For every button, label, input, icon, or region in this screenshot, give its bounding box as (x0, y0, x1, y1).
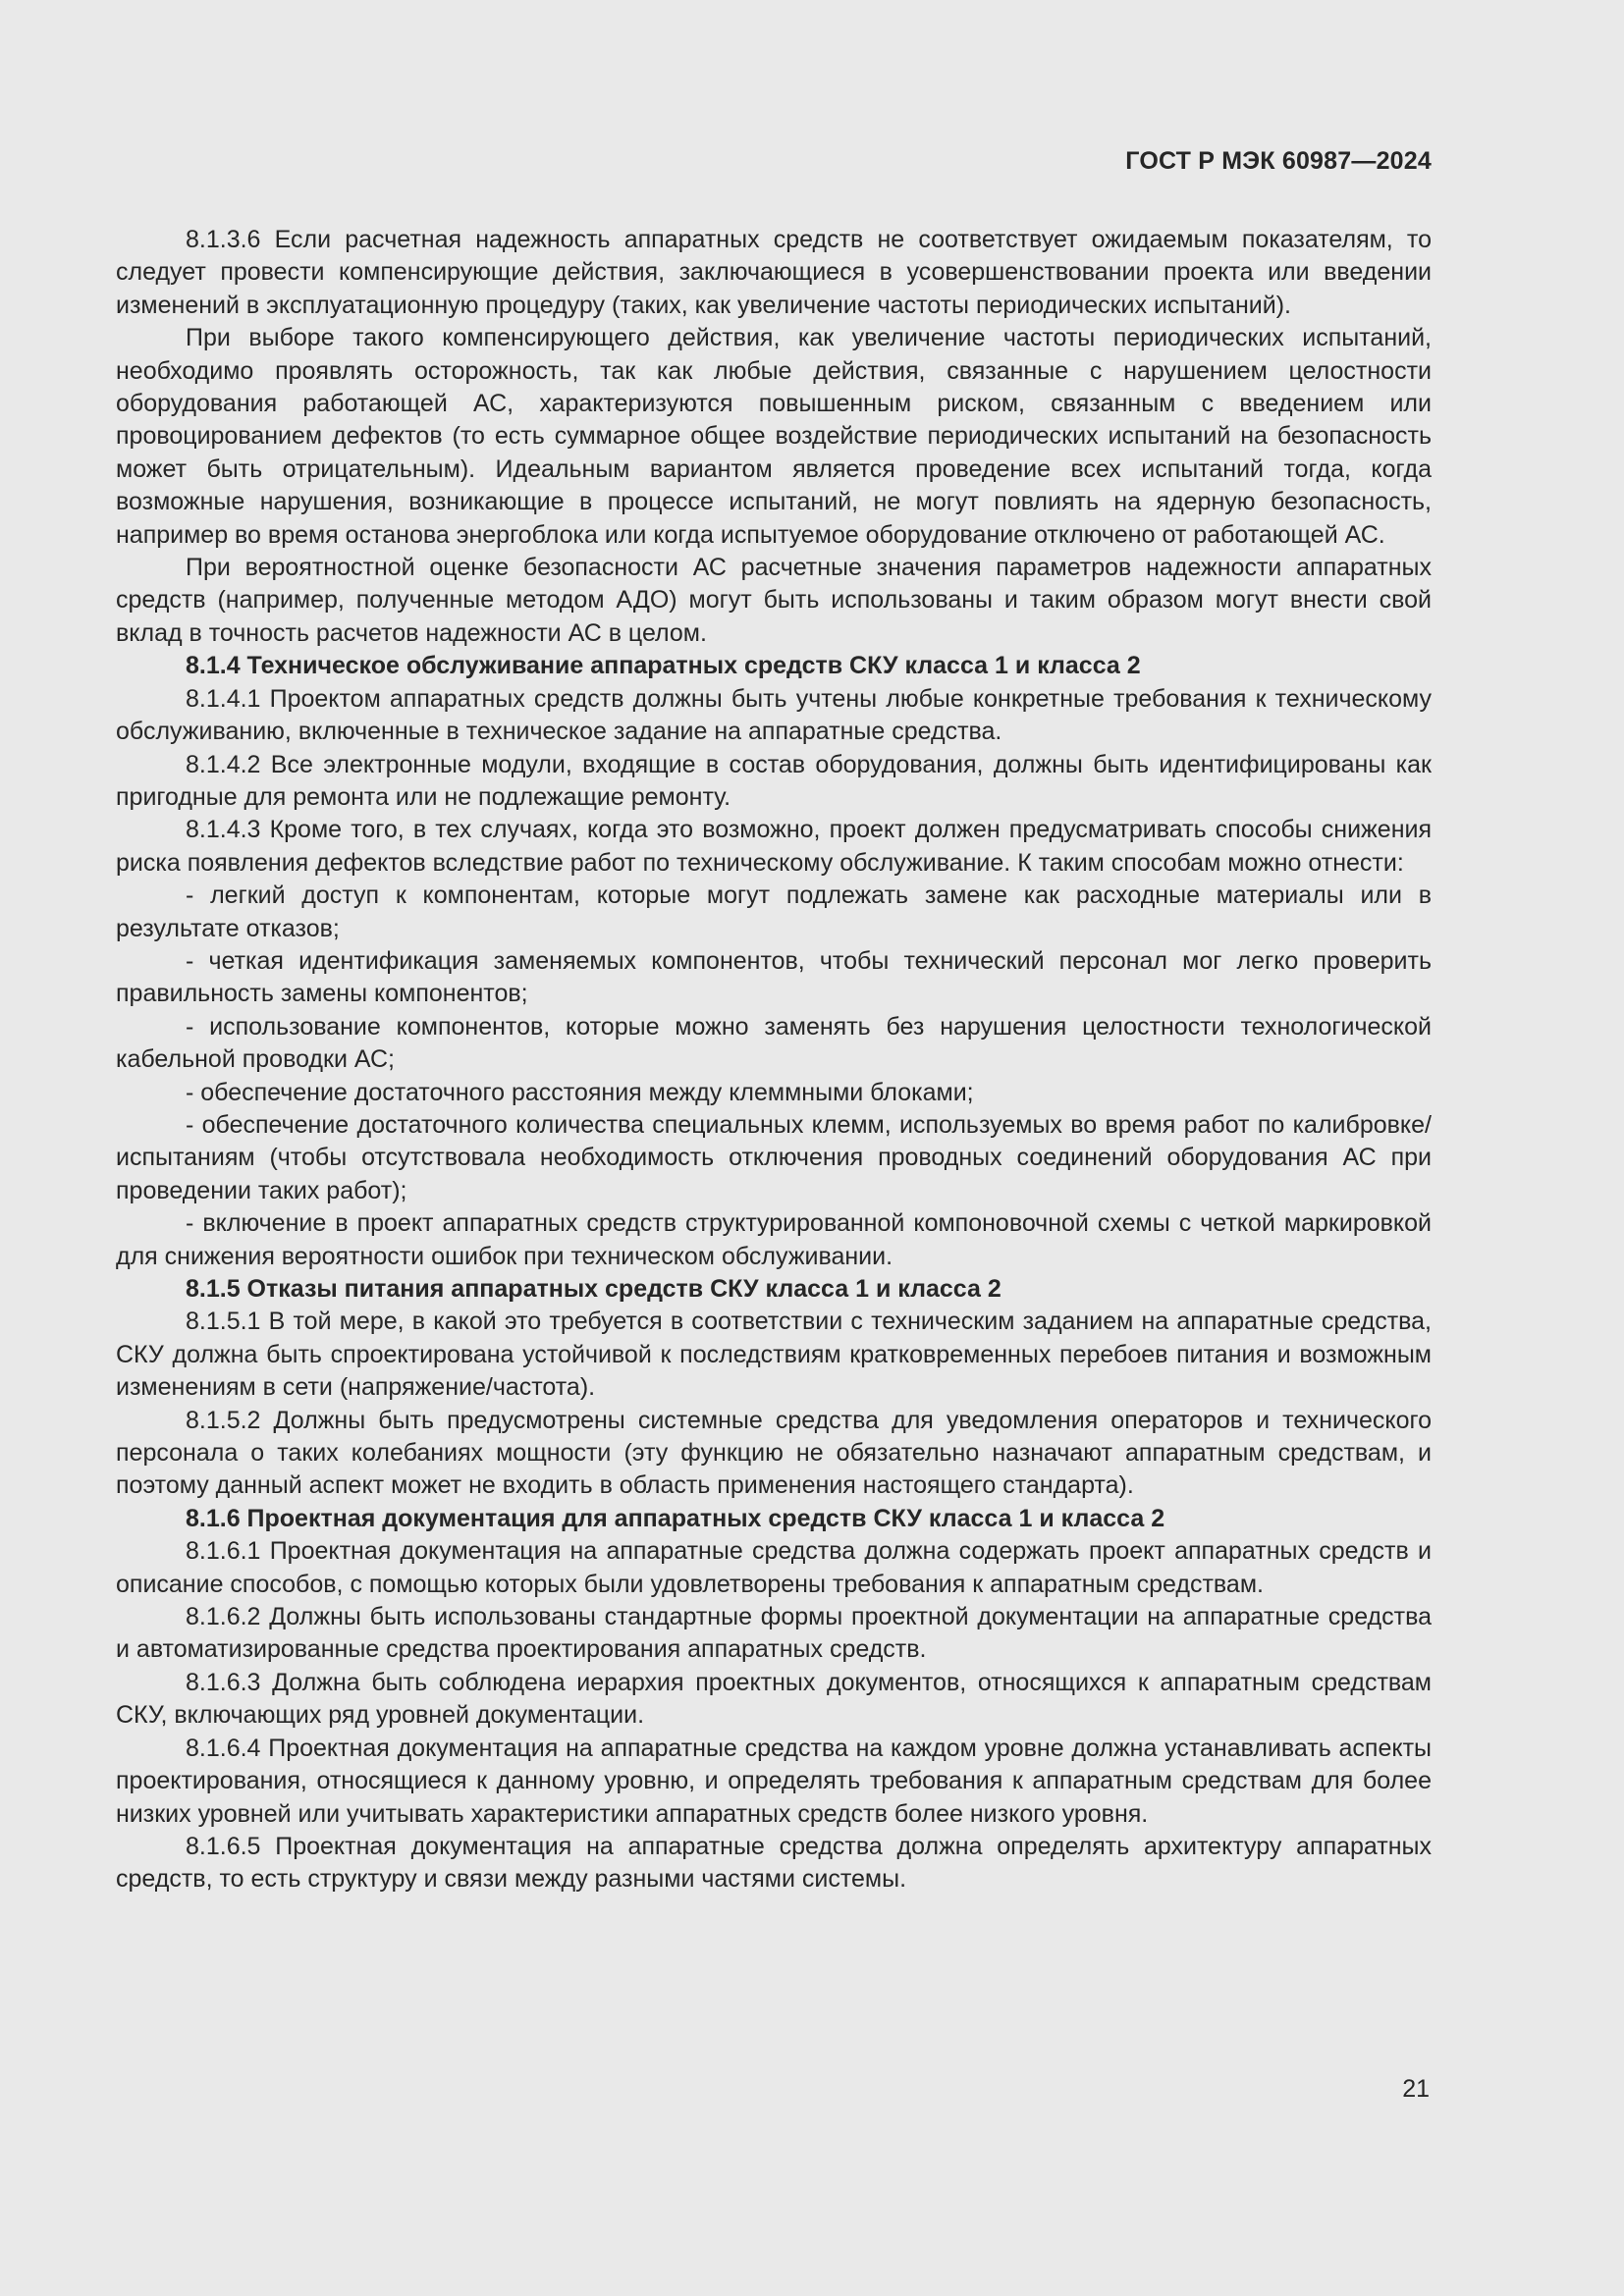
paragraph: 8.1.6.5 Проектная документация на аппаратные средства должна определять архитектуру аппаратных средств, то есть структуру и связи между разными частями системы. (116, 1832, 1432, 1894)
paragraph: 8.1.5.1 В той мере, в какой это требуется в соответствии с техническим заданием на аппаратные средства, СКУ должна быть спроектирована устойчивой к последствиям кратковременных перебоев питания и возможным изменениям в сети (напряжение/частота). (116, 1308, 1432, 1402)
section-heading: 8.1.6 Проектная документация для аппаратных средств СКУ класса 1 и класса 2 (186, 1504, 1165, 1532)
paragraph: 8.1.4.3 Кроме того, в тех случаях, когда это возможно, проект должен предусматривать способы снижения риска появления дефектов вследствие работ по техническому обслуживание. К таким способам можно отнести: (116, 816, 1432, 877)
paragraph: 8.1.4.2 Все электронные модули, входящие в состав оборудования, должны быть идентифицированы как пригодные для ремонта или не подлежащие ремонту. (116, 750, 1432, 811)
paragraph: 8.1.6.2 Должны быть использованы стандартные формы проектной документации на аппаратные средства и автоматизированные средства проектирования аппаратных средств. (116, 1603, 1432, 1664)
paragraph: - обеспечение достаточного количества специальных клемм, используемых во время работ по калибровке/испытаниям (чтобы отсутствовала необходимость отключения проводных соединений оборудования АС при проведении таких работ); (116, 1110, 1432, 1204)
section-heading: 8.1.5 Отказы питания аппаратных средств СКУ класса 1 и класса 2 (186, 1275, 1001, 1303)
paragraph: - четкая идентификация заменяемых компонентов, чтобы технический персонал мог легко проверить правильность замены компонентов; (116, 946, 1432, 1008)
paragraph: - включение в проект аппаратных средств структурированной компоновочной схемы с четкой маркировкой для снижения вероятности ошибок при техническом обслуживании. (116, 1209, 1432, 1270)
paragraph: 8.1.6.4 Проектная документация на аппаратные средства на каждом уровне должна устанавливать аспекты проектирования, относящиеся к данному уровню, и определять требования к аппаратным средствам для более низких уровней или учитывать характеристики аппаратных средств более низкого уровня. (116, 1734, 1432, 1828)
paragraph: - легкий доступ к компонентам, которые могут подлежать замене как расходные материалы или в результате отказов; (116, 881, 1432, 942)
section-heading: 8.1.4 Техническое обслуживание аппаратных средств СКУ класса 1 и класса 2 (186, 652, 1141, 680)
page-number: 21 (1402, 2075, 1430, 2103)
paragraph: 8.1.5.2 Должны быть предусмотрены системные средства для уведомления операторов и технического персонала о таких колебаниях мощности (эту функцию не обязательно назначают аппаратным средствам, и поэтому данный аспект может не входить в область применения настоящего стандарта). (116, 1406, 1432, 1500)
paragraph: 8.1.4.1 Проектом аппаратных средств должны быть учтены любые конкретные требования к техническому обслуживанию, включенные в техническое задание на аппаратные средства. (116, 684, 1432, 746)
paragraph: При выборе такого компенсирующего действия, как увеличение частоты периодических испытаний, необходимо проявлять осторожность, так как любые действия, связанные с нарушением целостности оборудования работающей АС, характеризуются повышенным риском, связанным с введением или провоцированием дефектов (то есть суммарное общее воздействие периодических испытаний на безопасность может быть отрицательным). Идеальным вариантом является проведение всех испытаний тогда, когда возможные нарушения, возникающие в процессе испытаний, не могут повлиять на ядерную безопасность, например во время останова энергоблока или когда испытуемое оборудование отключено от работающей АС. (116, 324, 1432, 549)
paragraph: 8.1.6.1 Проектная документация на аппаратные средства должна содержать проект аппаратных средств и описание способов, с помощью которых были удовлетворены требования к аппаратным средствам. (116, 1537, 1432, 1598)
paragraph: - использование компонентов, которые можно заменять без нарушения целостности технологической кабельной проводки АС; (116, 1012, 1432, 1074)
paragraph: 8.1.6.3 Должна быть соблюдена иерархия проектных документов, относящихся к аппаратным средствам СКУ, включающих ряд уровней документации. (116, 1668, 1432, 1730)
paragraph: При вероятностной оценке безопасности АС расчетные значения параметров надежности аппаратных средств (например, полученные методом АДО) могут быть использованы и таким образом могут внести свой вклад в точность расчетов надежности АС в целом. (116, 554, 1432, 647)
paragraph: 8.1.3.6 Если расчетная надежность аппаратных средств не соответствует ожидаемым показателям, то следует провести компенсирующие действия, заключающиеся в усовершенствовании проекта или введении изменений в эксплуатационную процедуру (таких, как увеличение частоты периодических испытаний). (116, 226, 1432, 319)
paragraph: - обеспечение достаточного расстояния между клеммными блоками; (186, 1078, 974, 1106)
document-body (116, 224, 1432, 1896)
standard-header: ГОСТ Р МЭК 60987—2024 (1125, 147, 1432, 175)
